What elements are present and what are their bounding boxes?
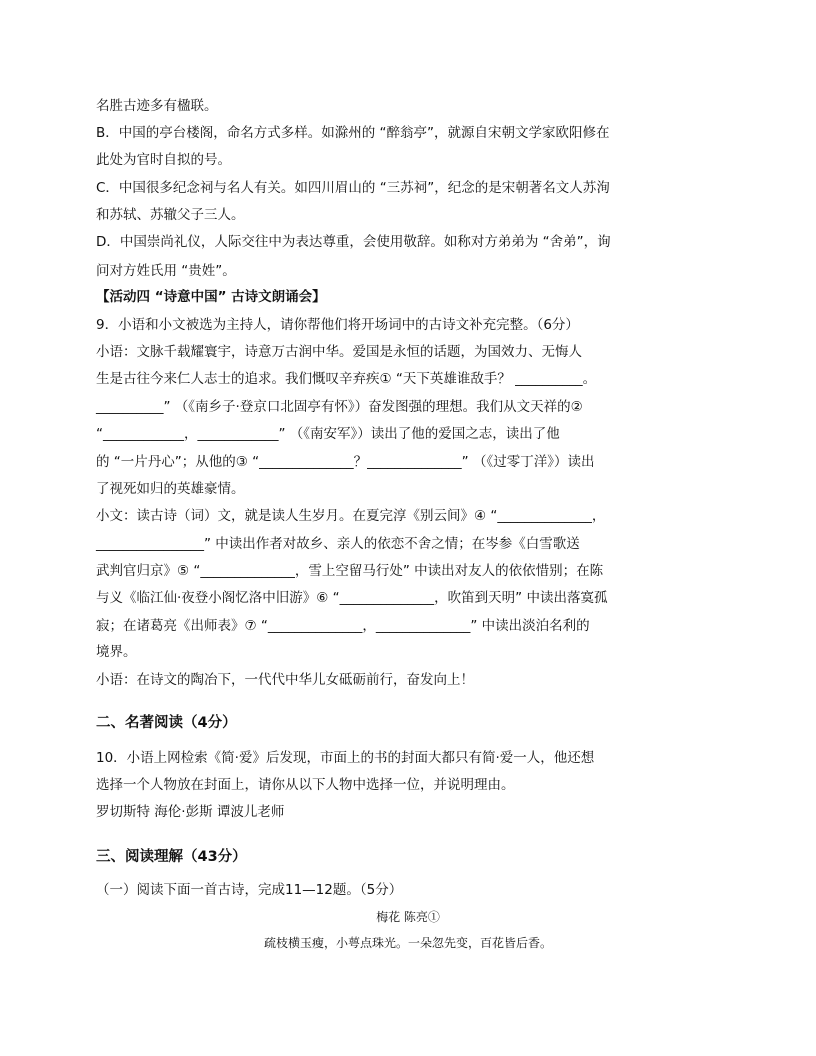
line-16: 小文：读古诗（词）文，就是读人生岁月。在夏完淳《别云间》④ “______________， — [96, 508, 606, 524]
line-15: 了视死如归的英雄豪情。 — [96, 481, 245, 497]
subsection-1-instruction: （一）阅读下面一首古诗，完成11—12题。（5分） — [96, 882, 403, 898]
line-6: D．中国崇尚礼仪，人际交往中为表达尊重，会使用敬辞。如称对方弟弟为 “舍弟”，询 — [96, 234, 611, 250]
line-3: 此处为官时自拟的号。 — [96, 152, 231, 168]
question-10-line-2: 选择一个人物放在封面上，请你从以下人物中选择一位，并说明理由。 — [96, 777, 515, 793]
line-2: B．中国的亭台楼阁，命名方式多样。如滁州的 “醉翁亭”，就源自宋朝文学家欧阳修在 — [96, 125, 610, 141]
line-19: 与义《临江仙·夜登小阁忆洛中旧游》⑥ “______________，吹笛到天明” 中读出落寞孤 — [96, 590, 608, 606]
line-20: 寂；在诸葛亮《出师表》⑦ “______________，______________” 中读出淡泊名利的 — [96, 618, 590, 634]
section-3-heading: 三、阅读理解（43分） — [96, 849, 247, 865]
poem-title: 梅花 陈亮① — [376, 910, 440, 924]
poem-line: 疏枝横玉瘦，小萼点珠光。一朵忽先变，百花皆后香。 — [263, 936, 552, 950]
line-10: 小语：文脉千载耀寰宇，诗意万古润中华。爱国是永恒的话题，为国效力、无悔人 — [96, 344, 582, 360]
line-13: “____________，____________” （《南安军》）读出了他的爱国之志，读出了他 — [96, 426, 560, 442]
line-7: 问对方姓氏用 “贵姓”。 — [96, 263, 236, 279]
line-17: ________________” 中读出作者对故乡、亲人的依恋不舍之情；在岑参《白雪歌送 — [96, 536, 580, 552]
character-options: 罗切斯特 海伦·彭斯 谭波儿老师 — [96, 804, 285, 820]
line-4: C．中国很多纪念祠与名人有关。如四川眉山的 “三苏祠”，纪念的是宋朝著名文人苏洵 — [96, 180, 610, 196]
line-11: 生是古往今来仁人志士的追求。我们慨叹辛弃疾① “天下英雄谁敌手？ __________。 — [96, 371, 597, 387]
line-12: __________” （《南乡子·登京口北固亭有怀》）奋发图强的理想。我们从文天祥的② — [96, 399, 583, 415]
line-14: 的 “一片丹心”；从他的③ “______________？______________” （《过零丁洋》）读出 — [96, 454, 595, 470]
section-2-heading: 二、名著阅读（4分） — [96, 715, 237, 731]
line-5: 和苏轼、苏辙父子三人。 — [96, 207, 245, 223]
question-9: 9．小语和小文被选为主持人，请你帮他们将开场词中的古诗文补充完整。（6分） — [96, 317, 579, 333]
line-1: 名胜古迹多有楹联。 — [96, 98, 218, 114]
line-18: 武判官归京》⑤ “______________，雪上空留马行处” 中读出对友人的依依惜别；在陈 — [96, 563, 604, 579]
line-21: 境界。 — [96, 644, 137, 660]
question-10-line-1: 10．小语上网检索《简·爱》后发现，市面上的书的封面大都只有简·爱一人，他还想 — [96, 750, 595, 766]
activity-heading: 【活动四 “诗意中国” 古诗文朗诵会】 — [96, 289, 326, 305]
line-22: 小语：在诗文的陶冶下，一代代中华儿女砥砺前行，奋发向上！ — [96, 672, 474, 688]
